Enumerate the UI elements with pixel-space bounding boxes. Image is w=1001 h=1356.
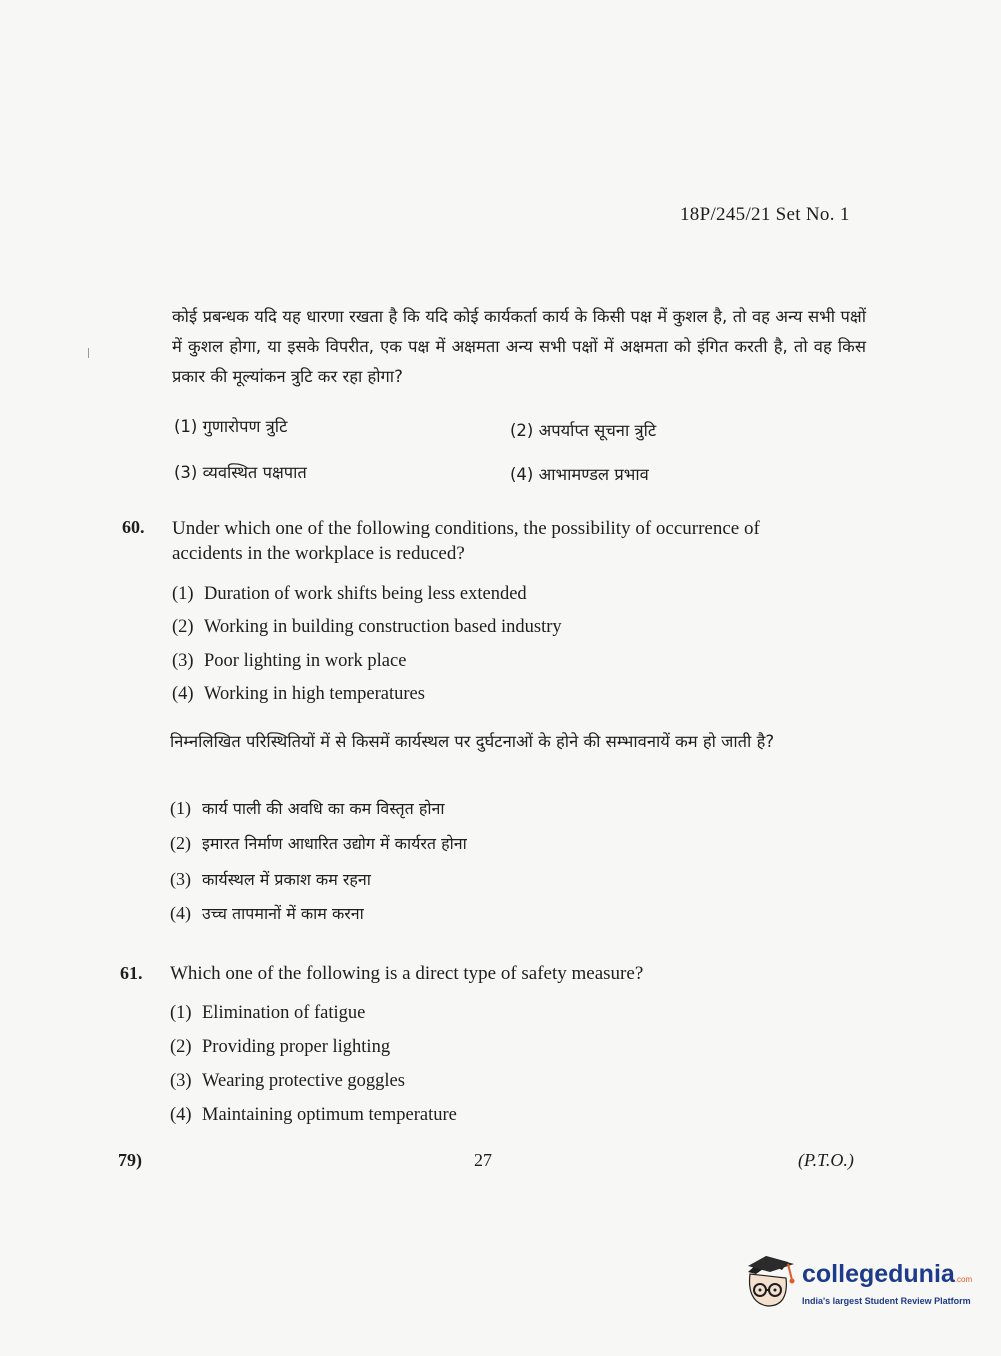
- q60-hindi-option-1: (1) कार्य पाली की अवधि का कम विस्तृत होना: [170, 798, 445, 818]
- q61-number: 61.: [120, 963, 143, 983]
- q61-option-1: (1) Elimination of fatigue: [170, 1003, 366, 1023]
- q60-option-3: (3) Poor lighting in work place: [172, 651, 407, 671]
- q60-question-line-1: Under which one of the following conditions, the possibility of occurrence of: [172, 518, 760, 539]
- q61-option-2: (2) Providing proper lighting: [170, 1037, 391, 1057]
- page-number: 27: [474, 1150, 492, 1170]
- q59-hindi-question: कोई प्रबन्धक यदि यह धारणा रखता है कि यदि कोई कार्यकर्ता कार्य के किसी पक्ष में कुशल है, तो वह अन्य सभी पक्षों में कुशल होगा, या इसके विपरीत, एक पक्ष में अक्षमता अन्य सभी पक्षों में अक्षमता को इंगित करती है, तो वह किस प्रकार की मूल्यांकन त्रुटि कर रहा होगा?: [172, 307, 866, 386]
- q60-hindi-question: निम्नलिखित परिस्थितियों में से किसमें कार्यस्थल पर दुर्घटनाओं के होने की सम्भावनायें कम हो जाती है?: [170, 732, 775, 751]
- q60-hindi-option-4: (4) उच्च तापमानों में काम करना: [170, 903, 364, 923]
- logo-tagline: India's largest Student Review Platform: [802, 1296, 971, 1306]
- q60-option-1: (1) Duration of work shifts being less extended: [172, 584, 527, 604]
- q59-option-2: (2) अपर्याप्त सूचना त्रुटि: [510, 421, 657, 440]
- q60-hindi-option-3: (3) कार्यस्थल में प्रकाश कम रहना: [170, 869, 371, 889]
- q60-question-line-2: accidents in the workplace is reduced?: [172, 543, 465, 564]
- footer-code: 79): [118, 1150, 142, 1170]
- paper-code: 18P/245/21 Set No. 1: [680, 204, 850, 225]
- q61-option-4: (4) Maintaining optimum temperature: [170, 1105, 457, 1125]
- logo-wordmark: collegedunia.com: [802, 1260, 973, 1288]
- q61-option-3: (3) Wearing protective goggles: [170, 1071, 405, 1091]
- mascot-icon: [742, 1250, 800, 1310]
- q60-hindi-option-2: (2) इमारत निर्माण आधारित उद्योग में कार्यरत होना: [170, 833, 467, 853]
- q61-question: Which one of the following is a direct type of safety measure?: [170, 963, 644, 984]
- q59-option-4: (4) आभामण्डल प्रभाव: [510, 465, 649, 484]
- q59-option-1: (1) गुणारोपण त्रुटि: [174, 417, 288, 436]
- pto-note: (P.T.O.): [798, 1150, 854, 1170]
- q60-option-4: (4) Working in high temperatures: [172, 684, 425, 704]
- q60-option-2: (2) Working in building construction based industry: [172, 617, 562, 637]
- q59-option-3: (3) व्यवस्थित पक्षपात: [174, 463, 307, 482]
- collegedunia-logo: [742, 1250, 972, 1316]
- q60-number: 60.: [122, 517, 145, 537]
- margin-mark: [88, 348, 89, 358]
